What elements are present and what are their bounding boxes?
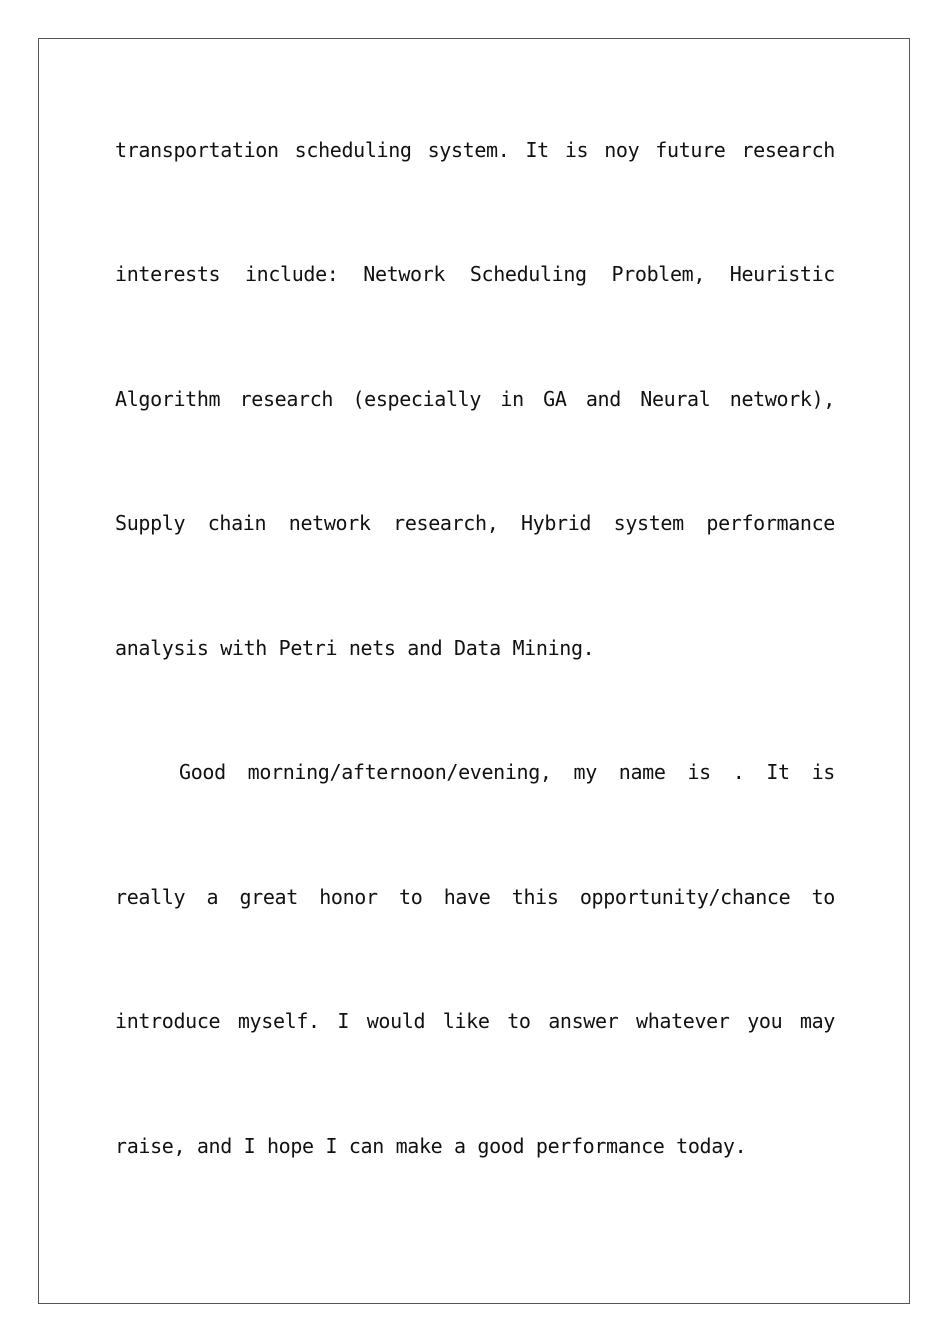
text-line: Supply chain network research, Hybrid system performance	[115, 511, 835, 535]
paragraph-first-line: Good morning/afternoon/evening, my name is . It is	[179, 760, 835, 784]
page-border	[38, 38, 910, 1304]
text-line: interests include: Network Scheduling Problem, Heuristic	[115, 262, 835, 286]
text-line: Algorithm research (especially in GA and Neural network),	[115, 387, 835, 411]
text-line: really a great honor to have this opportunity/chance to	[115, 885, 835, 909]
text-line: raise, and I hope I can make a good performance today.	[115, 1134, 747, 1158]
text-line: transportation scheduling system. It is noy future research	[115, 138, 835, 162]
text-line: introduce myself. I would like to answer whatever you may	[115, 1009, 835, 1033]
text-line: analysis with Petri nets and Data Mining.	[115, 636, 595, 660]
